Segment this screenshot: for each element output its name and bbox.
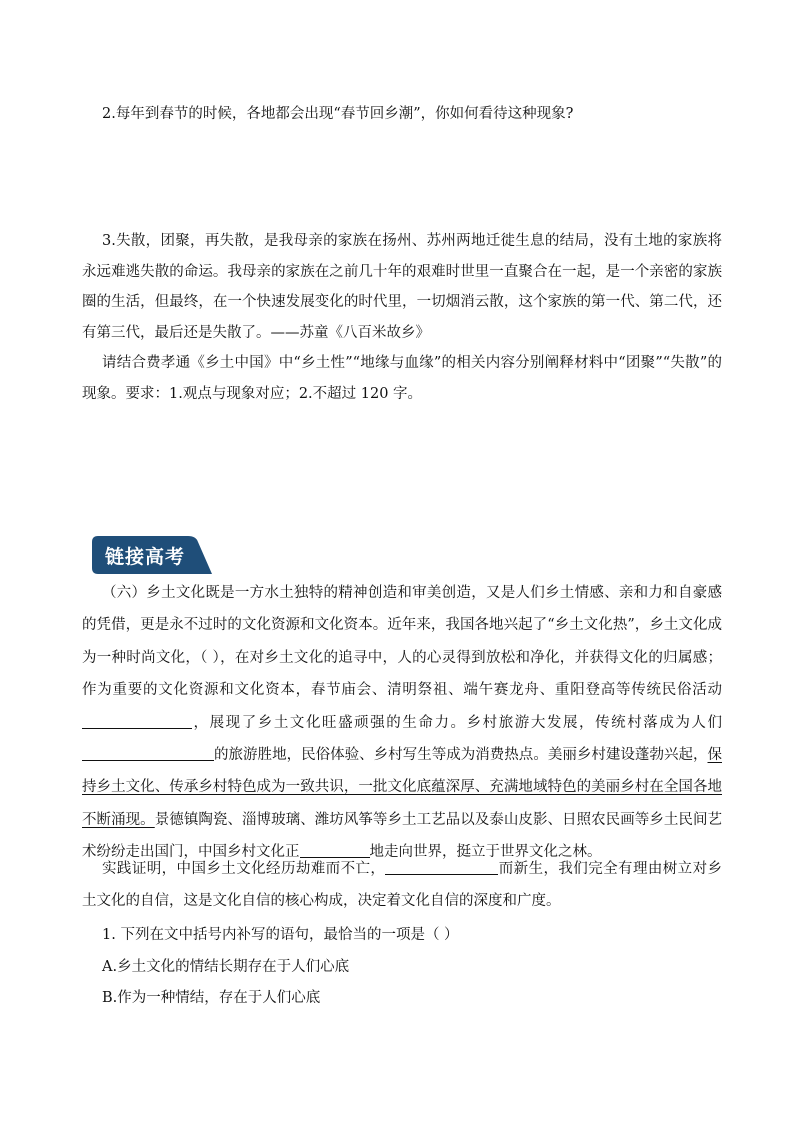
passage-text-1: （六）乡土文化既是一方水土独特的精神创造和审美创造，又是人们乡土情感、亲和力和自豪感的凭借，更是永不过时的文化资源和文化资本。近年来，我国各地兴起了“乡土文化热”，乡土文化成为一种时尚文化，（ ），在对乡土文化的追寻中，人的心灵得到放松和净化，并获得文化的归属感；作为重要的文化资源和文化资本，春节庙会、清明祭祖、端午赛龙舟、重阳登高等传统民俗活动: [82, 585, 722, 699]
proof-text-1: 实践证明，中国乡土文化经历劫难而不亡，: [102, 861, 386, 877]
blank-1: [82, 714, 192, 729]
blank-2: [82, 746, 214, 761]
question-3-prompt: 请结合费孝通《乡土中国》中“乡土性”“地缘与血缘”的相关内容分别阐释材料中“团聚”“失散”的现象。要求：1.观点与现象对应；2.不超过 120 字。: [82, 355, 722, 402]
banner-label: 链接高考: [104, 545, 185, 568]
underlined-sentence: 保持乡土文化、传承乡村特色成为一致共识，一批文化底蕴深厚、充满地域特色的美丽乡村在全国各地不断涌现。: [82, 747, 722, 828]
question-1-stem: 1. 下列在文中括号内补写的语句，最恰当的一项是（ ）: [102, 927, 459, 943]
option-b: B.作为一种情结，存在于人们心底: [102, 990, 321, 1006]
blank-4: [385, 860, 498, 875]
passage-text-5: 地走向世界，挺立于世界文化之林。: [369, 844, 602, 861]
question-2: 2.每年到春节的时候，各地都会出现“春节回乡潮”，你如何看待这种现象?: [102, 106, 574, 122]
section-banner: [92, 536, 212, 574]
option-a: A.乡土文化的情结长期存在于人们心底: [102, 959, 350, 975]
passage-text-4: 景德镇陶瓷、淄博玻璃、潍坊风筝等乡土工艺品以及泰山皮影、日照农民画等乡土民间艺术纷纷走出国门，中国乡村文化正: [82, 811, 722, 861]
proof-paragraph: [82, 853, 722, 918]
question-3-material: 3.失散，团聚，再失散，是我母亲的家族在扬州、苏州两地迁徙生息的结局，没有土地的家族将永远难逃失散的命运。我母亲的家族在之前几十年的艰难时世里一直聚合在一起，是一个亲密的家族圈的生活，但最终，在一个快速发展变化的时代里，一切烟消云散，这个家族的第一代、第二代，还有第三代，最后还是失散了。——苏童《八百米故乡》: [82, 233, 722, 341]
passage-paragraph: [82, 577, 722, 869]
passage-text-3: 的旅游胜地，民俗体验、乡村写生等成为消费热点。美丽乡村建设蓬勃兴起，: [214, 747, 708, 764]
proof-text-2: 而新生，我们完全有理由树立对乡土文化的自信，这是文化自信的核心构成，决定着文化自信的深度和广度。: [82, 861, 723, 910]
passage-text-2: ，展现了乡土文化旺盛顽强的生命力。乡村旅游大发展，传统村落成为人们: [192, 714, 722, 731]
